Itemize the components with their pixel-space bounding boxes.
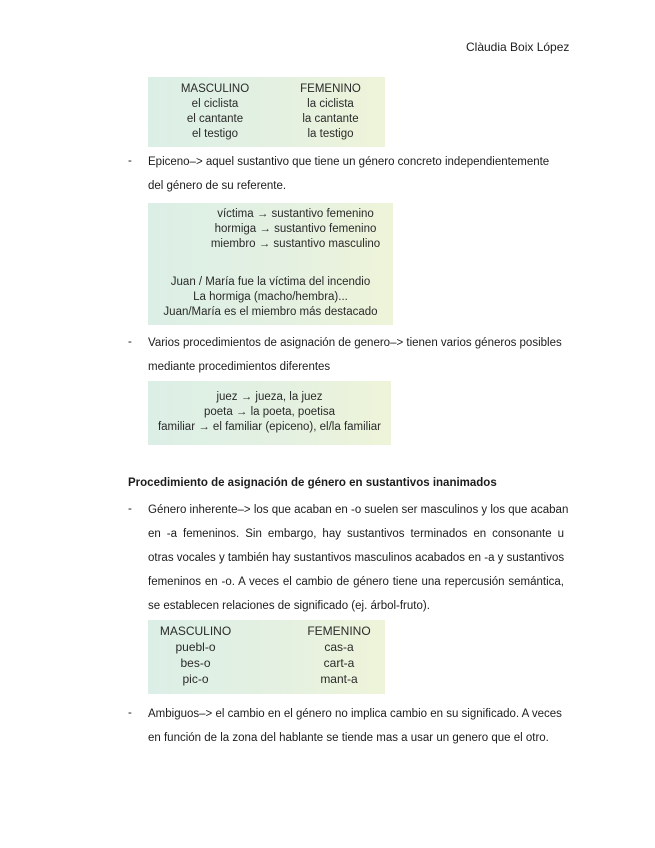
feminine-item: la cantante	[302, 113, 359, 125]
masculine-header: MASCULINO	[180, 83, 250, 95]
example-line: familiar → el familiar (epiceno), el/la familiar	[157, 421, 382, 433]
bullet-dash: -	[128, 155, 132, 167]
bullet-dash: -	[128, 503, 132, 515]
masculine-item: el ciclista	[191, 98, 239, 110]
paragraph-line: se establecen relaciones de significado (ej. árbol-fruto).	[148, 600, 430, 612]
feminine-header: FEMENINO	[300, 83, 361, 95]
bullet-dash: -	[128, 707, 132, 719]
masculine-item: el testigo	[191, 128, 239, 140]
masculine-item: el cantante	[186, 113, 244, 125]
feminine-item: cart-a	[323, 656, 355, 670]
section-heading: Procedimiento de asignación de género en sustantivos inanimados	[128, 477, 497, 489]
feminine-item: la ciclista	[307, 98, 354, 110]
masculine-item: pic-o	[182, 672, 209, 686]
masculine-column	[160, 82, 270, 142]
feminine-header: FEMENINO	[307, 624, 371, 638]
epicene-definitions	[198, 207, 393, 252]
paragraph-line: femeninos en -o. A veces el cambio de género tiene una repercusión semántica,	[148, 576, 564, 588]
inherent-gender-table-figure	[148, 620, 385, 694]
paragraph-line: en función de la zona del hablante se tiende mas a usar un genero que el otro.	[148, 732, 549, 744]
feminine-column	[278, 82, 383, 142]
example-line: Juan / María fue la víctima del incendio	[170, 276, 371, 288]
paragraph-line: mediante procedimientos diferentes	[148, 361, 331, 373]
example-line: hormiga → sustantivo femenino	[214, 223, 377, 235]
paragraph-line: del género de su referente.	[148, 180, 287, 192]
feminine-column	[293, 623, 385, 687]
epicene-sentences	[148, 275, 393, 320]
multiple-gender-examples-figure	[148, 381, 391, 445]
multiple-gender-lines	[148, 390, 391, 435]
example-line: Juan/María es el miembro más destacado	[163, 306, 378, 318]
author-name: Clàudia Boix López	[466, 40, 570, 54]
masculine-item: bes-o	[180, 656, 211, 670]
gender-table-figure	[148, 77, 385, 147]
paragraph-line: Ambiguos–> el cambio en el género no implica cambio en su significado. A veces	[148, 708, 562, 720]
feminine-item: cas-a	[324, 640, 354, 654]
paragraph-line: Género inherente–> los que acaban en -o suelen ser masculinos y los que acaban	[148, 504, 569, 516]
epicene-examples-figure	[148, 203, 393, 325]
feminine-item: la testigo	[307, 128, 354, 140]
bullet-dash: -	[128, 336, 132, 348]
masculine-header: MASCULINO	[159, 624, 232, 638]
masculine-item: puebl-o	[175, 640, 216, 654]
example-line: juez → jueza, la juez	[216, 391, 323, 403]
paragraph-line: Epiceno–> aquel sustantivo que tiene un género concreto independientemente	[148, 156, 550, 168]
paragraph-line: otras vocales y también hay sustantivos masculinos acabados en -a y sustantivos	[148, 552, 565, 564]
paragraph-line: Varios procedimientos de asignación de genero–> tienen varios géneros posibles	[148, 337, 562, 349]
feminine-item: mant-a	[320, 672, 358, 686]
example-line: La hormiga (macho/hembra)...	[193, 291, 348, 303]
paragraph-line: en -a femeninos. Sin embargo, hay sustantivos terminados en consonante u	[148, 528, 564, 540]
example-line: poeta → la poeta, poetisa	[203, 406, 336, 418]
masculine-column	[148, 623, 243, 687]
example-line: miembro → sustantivo masculino	[210, 238, 381, 250]
example-line: víctima → sustantivo femenino	[217, 208, 374, 220]
